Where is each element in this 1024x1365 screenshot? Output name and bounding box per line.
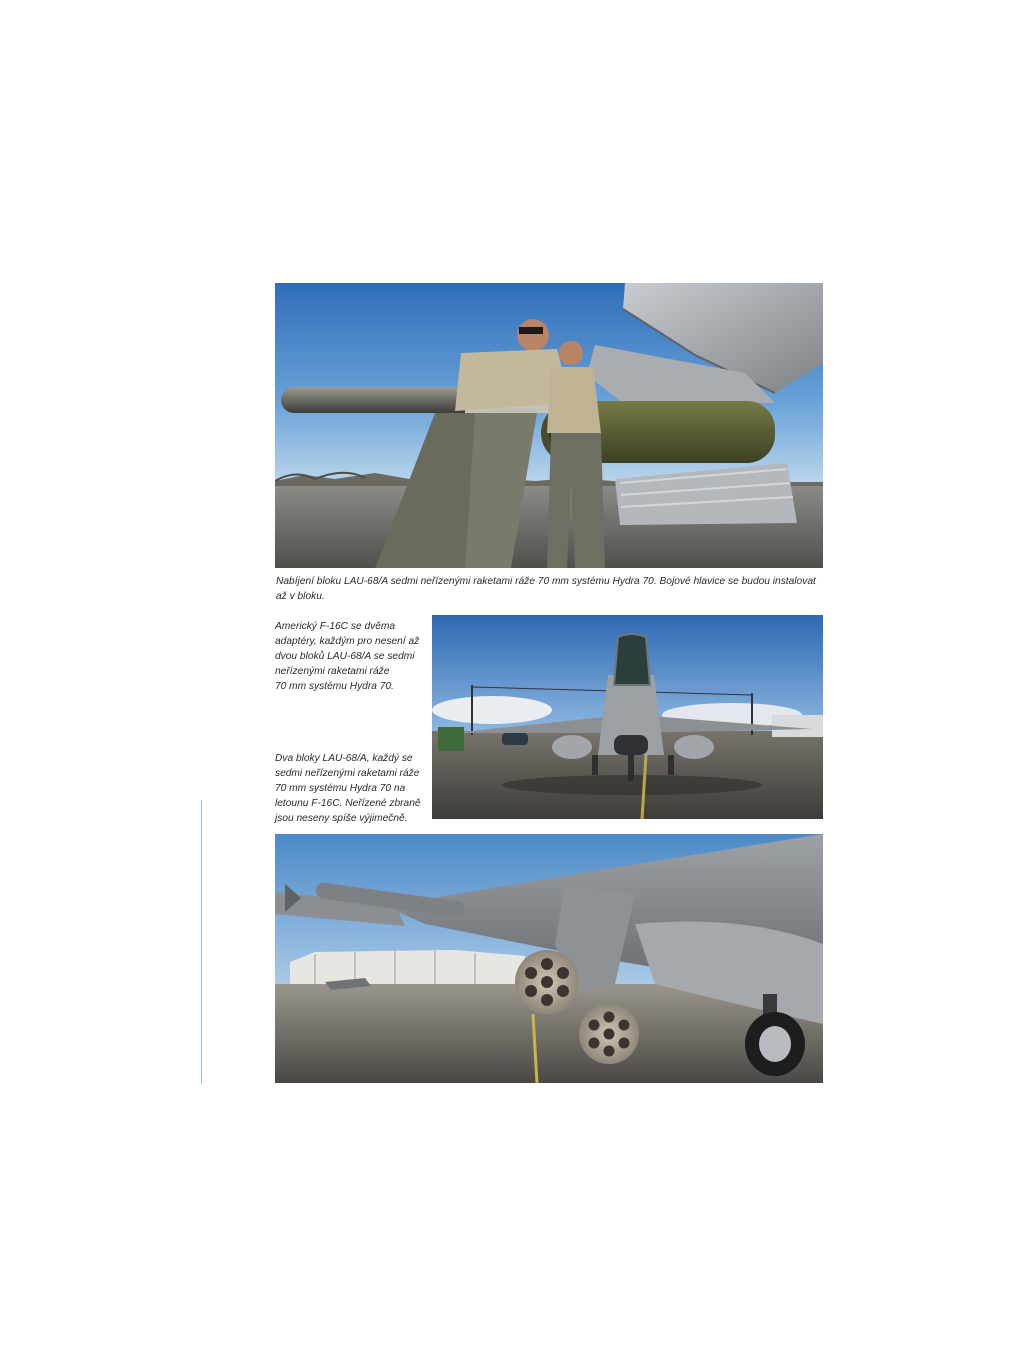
photo-rocket-loading-illustration (275, 283, 823, 568)
photo-rocket-loading (275, 283, 823, 568)
photo-two-rocket-pods-illustration (275, 834, 823, 1083)
page-edge-rule (201, 800, 202, 1084)
caption-rocket-loading: Nabíjení bloku LAU-68/A sedmi neřízenými raketami ráže 70 mm systému Hydra 70. Bojové hlavice se budou instalovat až v bloku. (276, 576, 816, 602)
photo-two-rocket-pods (275, 834, 823, 1083)
photo-f16-front-illustration (432, 615, 823, 819)
photo-f16-front (432, 615, 823, 819)
caption-f16-adapters: Americký F-16C se dvěma adaptéry, každým pro nesení až dvou bloků LAU-68/A se sedmi neřízenými raketami ráže 70 mm systému Hydra 70. (275, 621, 420, 692)
caption-two-pods: Dva bloky LAU-68/A, každý se sedmi neřízenými raketami ráže 70 mm systému Hydra 70 na letounu F-16C. Neřízené zbraně jsou neseny spíše výjimečně. (275, 753, 421, 824)
